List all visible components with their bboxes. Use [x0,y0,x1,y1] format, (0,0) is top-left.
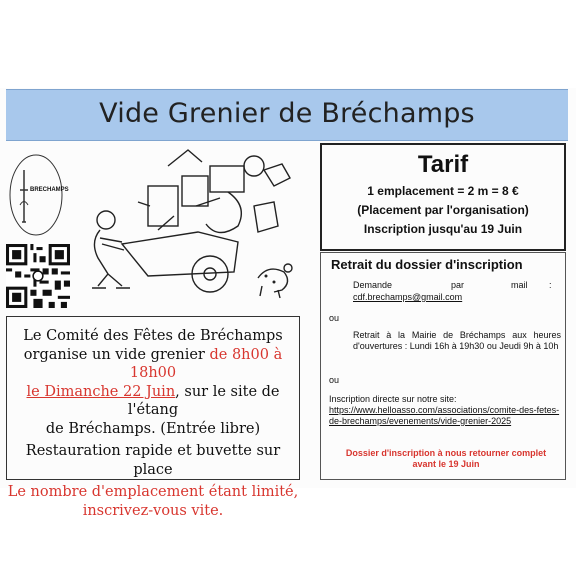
ou-separator: ou [329,375,340,385]
directe-text: Inscription directe sur notre site: [329,394,457,404]
dossier-note: Dossier d'inscription à nous retourner complet avant le 19 Juin [345,448,547,469]
date-text: le Dimanche 22 Juin [26,383,176,400]
tarif-deadline: Inscription jusqu'au 19 Juin [363,222,523,236]
retrait-title: Retrait du dossier d'inscription [331,257,523,272]
tarif-title: Tarif [417,151,469,178]
comite-line: Le Comité des Fêtes de Bréchamps [23,328,283,344]
tarif-price: 1 emplacement = 2 m = 8 € [367,184,519,198]
ou-separator: ou [329,313,340,323]
helloasso-link[interactable]: https://www.helloasso.com/associations/comite-des-fetes-de-brechamps/evenements/vide-grenier-2025 [329,405,560,426]
demande-word: Demande [353,280,393,290]
qr-code-icon[interactable] [6,244,70,308]
comite-line [7,383,299,420]
demande-word: par [451,280,465,290]
comite-line [7,346,299,383]
warning-line: Le nombre d'emplacement étant limité, [7,484,299,500]
tarif-box [320,143,566,251]
mairie-text: Retrait à la Mairie de Bréchamps aux heures d'ouvertures : Lundi 16h à 19h30 ou Jeudi 9h à 10h [353,330,561,351]
hours-text: de 8h00 à 18h00 [129,346,283,381]
demande-word: mail [511,280,528,290]
warning-line: inscrivez-vous vite. [82,502,224,519]
logo-text: BRECHAMPS [30,187,69,193]
comite-text: , sur le site de l'étang [127,383,280,418]
title-banner [6,89,568,141]
tarif-placement: (Placement par l'organisation) [357,203,529,217]
email-link[interactable]: cdf.brechamps@gmail.com [353,292,463,302]
retrait-box [320,252,566,480]
comite-text: organise un vide grenier [23,346,210,363]
restauration-line: Restauration rapide et buvette sur place [25,443,281,478]
event-description-box [6,316,300,519]
comite-line: de Bréchamps. (Entrée libre) [45,420,261,437]
demande-word: : [549,280,552,290]
page-title: Vide Grenier de Bréchamps [99,98,475,129]
logo-icon [6,150,66,240]
illustration-icon [78,146,300,306]
